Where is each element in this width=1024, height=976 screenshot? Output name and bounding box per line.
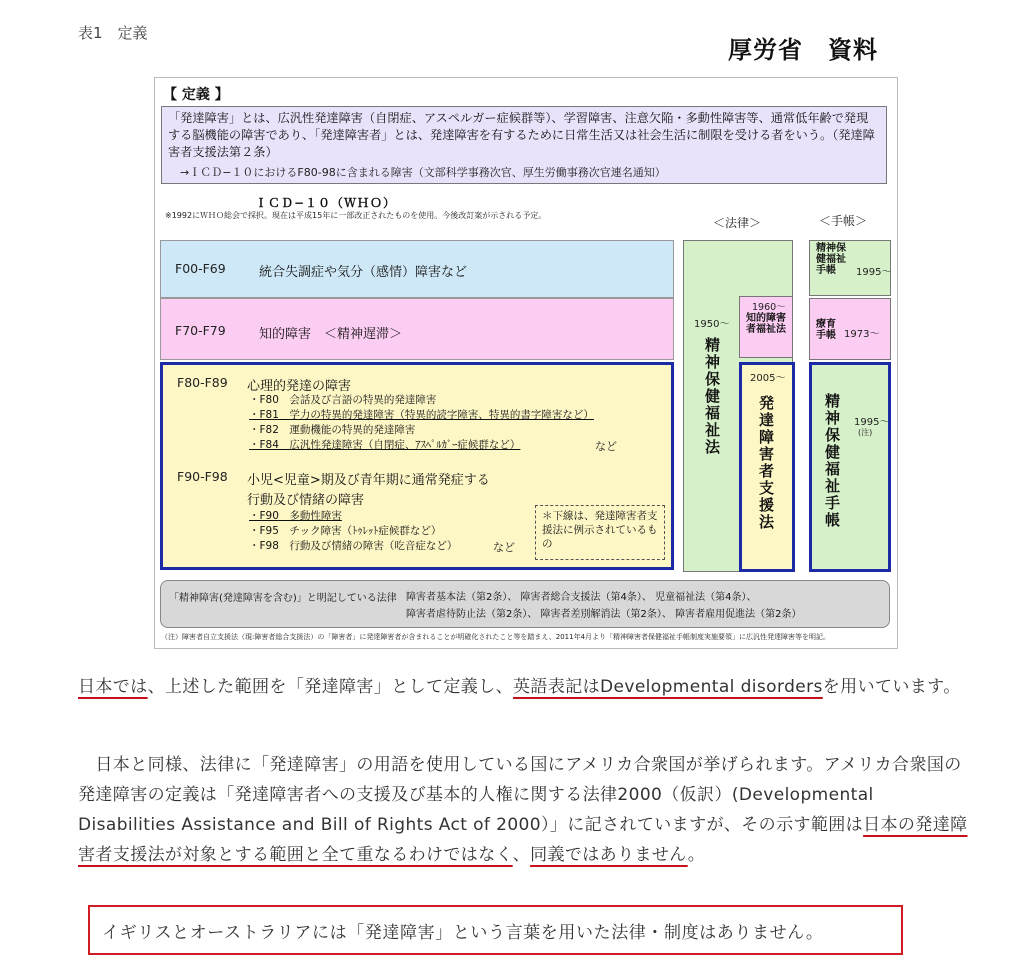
row-f80-f98 (160, 362, 674, 570)
law-intellectual-disability (739, 296, 793, 358)
text-run: 日本と同様、法律に「発達障害」の用語を使用している国にアメリカ合衆国が挙げられます。アメリカ合衆国の発達障害の定義は「発達障害者への支援及び基本的人権に関する法律2000（仮訳）(Developmental Disabilities Assistance and Bill of Rights Act of 2000）」に記されていますが、その示す範囲は (78, 755, 962, 835)
row-f00-f69 (160, 240, 674, 298)
law-list-line: 障害者虐待防止法（第2条）、 障害者差別解消法（第2条）、 障害者雇用促進法（第2条） (406, 609, 802, 620)
list-item: ・F84 広汎性発達障害（自閉症、ｱｽﾍﾟﾙｶﾞｰ症候群など） (249, 439, 521, 451)
highlight-box (88, 905, 903, 955)
explicit-law-names (406, 589, 801, 623)
text-run: 、上述した範囲を「発達障害」として定義し、 (147, 677, 514, 697)
notebook-name: 精神保健福祉手帳 (816, 243, 846, 276)
highlight-text: イギリスとオーストラリアには「発達障害」という言葉を用いた法律・制度はありません。 (102, 923, 824, 943)
row-label: 行動及び情緒の障害 (247, 493, 365, 508)
definition-text: 「発達障害」とは、広汎性発達障害（自閉症、アスペルガー症候群等）、学習障害、注意欠陥・多動性障害等、通常低年齢で発現する脳機能の障害であり、「発達障害者」とは、発達障害を有するために日常生活又は社会生活に制限を受ける者をいう。（発達障害者支援法第２条） (168, 111, 875, 159)
source-label: 厚労省 資料 (728, 36, 878, 64)
paragraph-japan-definition (78, 672, 968, 702)
notebook-name: 精神保健福祉手帳 (823, 393, 841, 529)
row-f70-f79 (160, 298, 674, 360)
row-code: F70-F79 (175, 323, 226, 338)
etc-label: など (595, 440, 617, 453)
icd-note: ※1992にＷＨＯ総会で採択。現在は平成15年に一部改正されたものを使用。今後改訂案が示される予定。 (165, 211, 547, 220)
row-code: F90-F98 (177, 469, 228, 484)
row-label: 統合失調症や気分（感情）障害など (259, 265, 468, 280)
column-header-notebook: ＜手帳＞ (819, 214, 868, 228)
underlined-phrase: 日本では (78, 677, 148, 697)
notebook-year: 1995〜 (854, 417, 890, 428)
definition-box (161, 106, 887, 184)
column-header-law: ＜法律＞ (713, 216, 762, 230)
figure-caption: 表1 定義 (78, 24, 148, 42)
list-item: ・F90 多動性障害 (249, 510, 342, 522)
law-name: 発達障害者支援法 (757, 395, 775, 531)
list-item: ・F80 会話及び言語の特異的発達障害 (249, 394, 437, 406)
notebook-mental-health (809, 362, 891, 572)
list-item: ・F81 学力の特異的発達障害（特異的読字障害、特異的書字障害など） (249, 409, 594, 421)
notebook-note-mark: (注) (858, 428, 873, 437)
notebook-name: 療育手帳 (816, 319, 836, 341)
row-label: 知的障害 ＜精神遅滞＞ (259, 327, 403, 342)
text-run: 、 (512, 845, 531, 865)
figure-footnote: （注）障害者自立支援法（現:障害者総合支援法）の「障害者」に発達障害者が含まれることが明確化されたこと等を踏まえ、2011年4月より「精神障害者保健福祉手帳制度実施要領」に広汎性発達障害等を明記。 (161, 633, 831, 641)
icd-title: ＩＣＤ−１０（ＷＨＯ） (255, 196, 397, 210)
underlined-phrase: 英語表記はDevelopmental disorders (513, 677, 823, 697)
definition-figure (154, 77, 898, 649)
law-year: 1960〜 (752, 302, 786, 313)
etc-label: など (493, 541, 515, 554)
explicit-law-list (160, 580, 890, 628)
list-item: ・F95 チック障害（ﾄｩﾚｯﾄ症候群など） (249, 525, 442, 537)
list-item: ・F98 行動及び情緒の障害（吃音症など） (249, 540, 458, 552)
notebook-mental-health-top (809, 240, 891, 296)
definition-title: 【 定義 】 (163, 87, 229, 103)
law-developmental-support (739, 362, 795, 572)
underline-note: ＊下線は、発達障害者支援法に例示されているもの (535, 505, 665, 560)
notebook-rehabilitation (809, 298, 891, 360)
underlined-phrase: 日本の発達障害者支援法が対象とする範囲と全て重なるわけではなく (78, 815, 968, 865)
law-name: 精神保健福祉法 (703, 337, 721, 456)
law-year: 1950〜 (694, 319, 730, 330)
text-run: 。 (687, 845, 706, 865)
list-item: ・F82 運動機能の特異的発達障害 (249, 424, 416, 436)
underlined-phrase: 同義ではありません (530, 845, 688, 865)
row-label: 小児<児童>期及び青年期に通常発症する (247, 473, 490, 488)
row-label: 心理的発達の障害 (247, 379, 352, 394)
row-code: F80-F89 (177, 375, 228, 390)
explicit-law-label: 「精神障害(発達障害を含む)」と明記している法律 (169, 593, 397, 604)
definition-law-note: →ＩＣＤ−１０におけるF80-98に含まれる障害（文部科学事務次官、厚生労働事務次官連名通知） (180, 166, 666, 179)
notebook-year: 1973〜 (844, 329, 880, 340)
law-list-line: 障害者基本法（第2条）、 障害者総合支援法（第4条）、 児童福祉法（第4条）、 (406, 592, 757, 603)
law-name: 知的障害者福祉法 (746, 313, 786, 335)
paragraph-usa-definition (78, 750, 968, 870)
notebook-year: 1995〜 (856, 267, 892, 278)
text-run: を用いています。 (822, 677, 961, 697)
row-code: F00-F69 (175, 261, 226, 276)
law-year: 2005〜 (750, 373, 786, 384)
